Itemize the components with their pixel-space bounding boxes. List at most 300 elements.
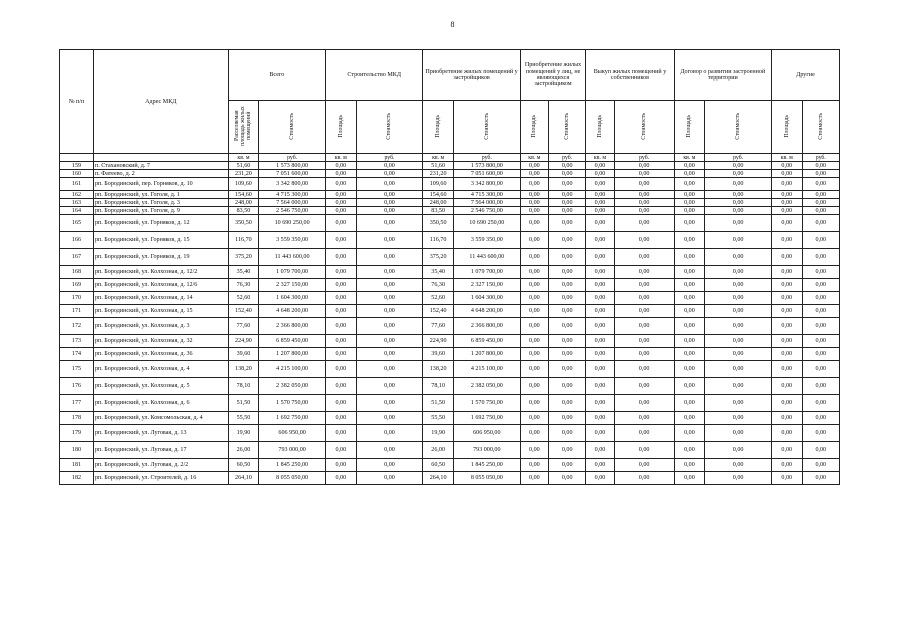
row-value: 0,00 <box>586 472 614 485</box>
row-value: 0,00 <box>356 459 423 472</box>
row-value: 0,00 <box>771 412 802 425</box>
row-address: п. Фатеево, д. 2 <box>93 170 228 178</box>
row-value: 0,00 <box>520 318 548 335</box>
page-number: 8 <box>450 20 455 29</box>
row-value: 0,00 <box>614 348 674 361</box>
row-value: 1 207 800,00 <box>259 348 326 361</box>
table-row <box>60 472 840 485</box>
row-value: 0,00 <box>520 335 548 348</box>
row-value: 0,00 <box>802 412 839 425</box>
row-value: 7 564 000,00 <box>453 199 520 207</box>
row-value: 0,00 <box>586 207 614 215</box>
row-value: 10 690 250,00 <box>259 215 326 232</box>
row-value: 793 000,00 <box>259 442 326 459</box>
row-value: 0,00 <box>549 459 586 472</box>
row-address: рп. Бородинский, ул. Луговая, д. 2/2 <box>93 459 228 472</box>
row-value: 0,00 <box>586 170 614 178</box>
row-value: 606 950,00 <box>259 425 326 442</box>
row-value: 0,00 <box>356 395 423 412</box>
row-value: 2 546 750,00 <box>453 207 520 215</box>
subheader-label: Площадь <box>435 114 442 138</box>
row-value: 0,00 <box>356 191 423 199</box>
row-value: 0,00 <box>674 199 705 207</box>
row-value: 0,00 <box>586 378 614 395</box>
row-value: 154,60 <box>423 191 454 199</box>
row-value: 1 079 700,00 <box>453 266 520 279</box>
row-value: 0,00 <box>549 207 586 215</box>
row-value: 0,00 <box>674 232 705 249</box>
row-value: 0,00 <box>356 266 423 279</box>
row-value: 1 845 250,00 <box>453 459 520 472</box>
row-value: 0,00 <box>802 266 839 279</box>
subheader-label: Стоимость <box>564 112 571 140</box>
header-group-territory: Договор о развитии застроенной территории <box>674 50 771 101</box>
subheader-2-area <box>326 101 357 154</box>
row-value: 0,00 <box>674 378 705 395</box>
subheader-6-area <box>674 101 705 154</box>
row-value: 0,00 <box>771 191 802 199</box>
row-value: 0,00 <box>520 442 548 459</box>
row-value: 0,00 <box>802 378 839 395</box>
row-value: 0,00 <box>356 425 423 442</box>
row-number: 173 <box>60 335 94 348</box>
row-value: 0,00 <box>549 292 586 305</box>
table-row <box>60 178 840 191</box>
row-number: 180 <box>60 442 94 459</box>
row-value: 0,00 <box>520 266 548 279</box>
row-value: 0,00 <box>586 215 614 232</box>
table-row <box>60 378 840 395</box>
row-number: 163 <box>60 199 94 207</box>
row-number: 171 <box>60 305 94 318</box>
row-value: 0,00 <box>326 232 357 249</box>
row-value: 0,00 <box>356 361 423 378</box>
row-value: 4 215 100,00 <box>453 361 520 378</box>
subheader-6-cost <box>705 101 772 154</box>
row-value: 0,00 <box>802 425 839 442</box>
row-value: 0,00 <box>771 232 802 249</box>
row-value: 2 366 800,00 <box>453 318 520 335</box>
row-value: 0,00 <box>674 318 705 335</box>
row-value: 0,00 <box>356 335 423 348</box>
unit-label: кв. м <box>326 154 357 162</box>
row-value: 0,00 <box>520 459 548 472</box>
row-value: 0,00 <box>771 305 802 318</box>
row-value: 0,00 <box>586 232 614 249</box>
row-value: 0,00 <box>586 442 614 459</box>
row-address: рп. Бородинский, ул. Гоголя, д. 1 <box>93 191 228 199</box>
row-address: рп. Бородинский, ул. Колхозная, д. 12/2 <box>93 266 228 279</box>
row-value: 0,00 <box>549 249 586 266</box>
row-value: 0,00 <box>520 199 548 207</box>
row-number: 174 <box>60 348 94 361</box>
row-value: 0,00 <box>549 361 586 378</box>
unit-label: кв. м <box>771 154 802 162</box>
row-value: 0,00 <box>705 279 772 292</box>
row-value: 0,00 <box>771 170 802 178</box>
row-value: 0,00 <box>771 395 802 412</box>
row-value: 138,20 <box>228 361 259 378</box>
row-value: 0,00 <box>705 318 772 335</box>
row-value: 51,50 <box>423 395 454 412</box>
row-value: 224,90 <box>423 335 454 348</box>
row-address: рп. Бородинский, ул. Комсомольская, д. 4 <box>93 412 228 425</box>
header-group-non-developers: Приобретение жилых помещений у лиц, не являющихся застройщиком <box>520 50 586 101</box>
row-value: 83,50 <box>423 207 454 215</box>
row-value: 109,60 <box>228 178 259 191</box>
row-value: 0,00 <box>520 178 548 191</box>
table-row <box>60 348 840 361</box>
row-value: 1 079 700,00 <box>259 266 326 279</box>
subheader-label: Площадь <box>596 114 603 138</box>
row-value: 0,00 <box>674 459 705 472</box>
row-value: 0,00 <box>586 266 614 279</box>
row-number: 182 <box>60 472 94 485</box>
row-value: 248,00 <box>423 199 454 207</box>
row-value: 0,00 <box>614 305 674 318</box>
row-value: 0,00 <box>549 199 586 207</box>
row-value: 0,00 <box>356 170 423 178</box>
row-address: рп. Бородинский, ул. Строителей, д. 16 <box>93 472 228 485</box>
row-number: 175 <box>60 361 94 378</box>
row-value: 0,00 <box>802 292 839 305</box>
row-value: 0,00 <box>549 425 586 442</box>
row-value: 19,90 <box>423 425 454 442</box>
row-value: 1 570 750,00 <box>453 395 520 412</box>
row-value: 83,50 <box>228 207 259 215</box>
row-value: 0,00 <box>674 348 705 361</box>
row-value: 0,00 <box>674 292 705 305</box>
row-value: 0,00 <box>614 232 674 249</box>
subheader-label: Стоимость <box>735 112 742 140</box>
row-value: 0,00 <box>771 318 802 335</box>
unit-label: руб. <box>259 154 326 162</box>
row-value: 0,00 <box>326 305 357 318</box>
row-value: 52,60 <box>423 292 454 305</box>
row-value: 6 859 450,00 <box>453 335 520 348</box>
row-value: 0,00 <box>326 395 357 412</box>
row-value: 0,00 <box>326 348 357 361</box>
row-value: 0,00 <box>326 266 357 279</box>
row-value: 0,00 <box>674 472 705 485</box>
unit-label: руб. <box>453 154 520 162</box>
row-value: 0,00 <box>520 191 548 199</box>
row-value: 0,00 <box>771 335 802 348</box>
row-value: 0,00 <box>520 232 548 249</box>
row-value: 0,00 <box>705 305 772 318</box>
row-value: 231,20 <box>228 170 259 178</box>
row-value: 138,20 <box>423 361 454 378</box>
row-value: 0,00 <box>771 162 802 170</box>
row-value: 0,00 <box>705 249 772 266</box>
row-number: 160 <box>60 170 94 178</box>
row-value: 0,00 <box>586 425 614 442</box>
row-number: 162 <box>60 191 94 199</box>
table-row <box>60 215 840 232</box>
row-value: 0,00 <box>674 178 705 191</box>
row-value: 7 051 600,00 <box>259 170 326 178</box>
row-value: 0,00 <box>549 191 586 199</box>
table-row <box>60 199 840 207</box>
row-value: 0,00 <box>614 199 674 207</box>
row-address: рп. Бородинский, ул. Луговая, д. 13 <box>93 425 228 442</box>
row-value: 0,00 <box>326 472 357 485</box>
row-value: 0,00 <box>549 305 586 318</box>
table-row <box>60 170 840 178</box>
row-value: 3 342 800,00 <box>453 178 520 191</box>
subheader-label: Расселяемая площадь жилых помещений <box>234 106 253 146</box>
row-value: 4 715 300,00 <box>453 191 520 199</box>
row-value: 0,00 <box>549 266 586 279</box>
row-value: 0,00 <box>549 378 586 395</box>
row-value: 1 573 800,00 <box>453 162 520 170</box>
row-value: 0,00 <box>326 170 357 178</box>
row-value: 52,60 <box>228 292 259 305</box>
row-value: 0,00 <box>705 232 772 249</box>
row-value: 0,00 <box>520 170 548 178</box>
row-value: 0,00 <box>586 249 614 266</box>
row-value: 4 715 300,00 <box>259 191 326 199</box>
row-value: 35,40 <box>423 266 454 279</box>
row-value: 0,00 <box>614 292 674 305</box>
row-value: 0,00 <box>520 305 548 318</box>
row-value: 0,00 <box>356 249 423 266</box>
row-value: 0,00 <box>705 199 772 207</box>
row-value: 0,00 <box>356 412 423 425</box>
row-value: 0,00 <box>586 279 614 292</box>
row-value: 0,00 <box>705 378 772 395</box>
row-number: 159 <box>60 162 94 170</box>
row-value: 0,00 <box>614 442 674 459</box>
row-value: 0,00 <box>520 348 548 361</box>
table-row <box>60 335 840 348</box>
row-value: 0,00 <box>356 215 423 232</box>
row-value: 19,90 <box>228 425 259 442</box>
row-value: 0,00 <box>356 318 423 335</box>
row-value: 0,00 <box>771 378 802 395</box>
row-value: 0,00 <box>549 472 586 485</box>
row-value: 152,40 <box>228 305 259 318</box>
row-value: 0,00 <box>771 472 802 485</box>
row-value: 0,00 <box>356 292 423 305</box>
row-address: рп. Бородинский, ул. Колхозная, д. 6 <box>93 395 228 412</box>
row-number: 169 <box>60 279 94 292</box>
row-value: 0,00 <box>356 348 423 361</box>
row-value: 0,00 <box>356 442 423 459</box>
row-number: 168 <box>60 266 94 279</box>
row-value: 26,00 <box>228 442 259 459</box>
row-value: 55,50 <box>228 412 259 425</box>
row-value: 0,00 <box>674 412 705 425</box>
row-value: 2 382 050,00 <box>259 378 326 395</box>
row-value: 1 692 750,00 <box>259 412 326 425</box>
subheader-label: Стоимость <box>483 112 490 140</box>
row-value: 0,00 <box>586 459 614 472</box>
table-row <box>60 425 840 442</box>
table-row <box>60 305 840 318</box>
row-value: 11 443 600,00 <box>453 249 520 266</box>
row-value: 2 382 050,00 <box>453 378 520 395</box>
row-value: 0,00 <box>614 170 674 178</box>
row-value: 0,00 <box>326 178 357 191</box>
row-value: 0,00 <box>586 178 614 191</box>
row-number: 177 <box>60 395 94 412</box>
row-value: 0,00 <box>802 472 839 485</box>
row-value: 78,10 <box>423 378 454 395</box>
row-address: рп. Бородинский, пер. Горняков, д. 10 <box>93 178 228 191</box>
subheader-label: Площадь <box>531 114 538 138</box>
unit-label: руб. <box>705 154 772 162</box>
row-number: 176 <box>60 378 94 395</box>
row-value: 0,00 <box>549 232 586 249</box>
subheader-2-cost <box>356 101 423 154</box>
header-group-total: Всего <box>228 50 325 101</box>
row-value: 51,50 <box>228 395 259 412</box>
row-value: 0,00 <box>674 335 705 348</box>
row-value: 0,00 <box>549 279 586 292</box>
row-value: 0,00 <box>674 279 705 292</box>
row-value: 0,00 <box>520 249 548 266</box>
row-value: 77,60 <box>423 318 454 335</box>
row-value: 0,00 <box>802 178 839 191</box>
subheader-4-area <box>520 101 548 154</box>
row-value: 0,00 <box>356 207 423 215</box>
unit-label: руб. <box>614 154 674 162</box>
row-value: 1 604 300,00 <box>453 292 520 305</box>
subheader-5-cost <box>614 101 674 154</box>
row-value: 8 055 050,00 <box>259 472 326 485</box>
row-value: 0,00 <box>326 335 357 348</box>
row-value: 0,00 <box>771 442 802 459</box>
row-value: 0,00 <box>674 361 705 378</box>
table-row <box>60 207 840 215</box>
unit-label: руб. <box>356 154 423 162</box>
row-value: 7 564 000,00 <box>259 199 326 207</box>
resettlement-table <box>59 49 840 485</box>
row-number: 172 <box>60 318 94 335</box>
row-value: 60,50 <box>423 459 454 472</box>
row-value: 0,00 <box>549 442 586 459</box>
subheader-3-cost <box>453 101 520 154</box>
unit-label: кв. м <box>423 154 454 162</box>
row-value: 55,50 <box>423 412 454 425</box>
row-value: 0,00 <box>326 361 357 378</box>
row-value: 4 648 200,00 <box>453 305 520 318</box>
row-value: 0,00 <box>520 472 548 485</box>
row-value: 0,00 <box>614 425 674 442</box>
row-value: 0,00 <box>802 215 839 232</box>
row-value: 264,10 <box>423 472 454 485</box>
row-value: 0,00 <box>586 199 614 207</box>
row-value: 0,00 <box>614 472 674 485</box>
row-value: 2 327 150,00 <box>453 279 520 292</box>
row-value: 0,00 <box>549 412 586 425</box>
row-value: 0,00 <box>802 459 839 472</box>
subheader-3-area <box>423 101 454 154</box>
row-value: 0,00 <box>705 361 772 378</box>
row-address: рп. Бородинский, ул. Колхозная, д. 36 <box>93 348 228 361</box>
row-value: 0,00 <box>614 318 674 335</box>
row-value: 0,00 <box>771 249 802 266</box>
row-value: 0,00 <box>520 425 548 442</box>
row-value: 4 215 100,00 <box>259 361 326 378</box>
row-value: 60,50 <box>228 459 259 472</box>
row-value: 0,00 <box>771 459 802 472</box>
row-value: 350,50 <box>423 215 454 232</box>
row-value: 350,50 <box>228 215 259 232</box>
row-value: 0,00 <box>705 178 772 191</box>
row-value: 0,00 <box>705 266 772 279</box>
table-row <box>60 442 840 459</box>
subheader-1-cost <box>259 101 326 154</box>
row-value: 793 000,00 <box>453 442 520 459</box>
row-value: 1 207 800,00 <box>453 348 520 361</box>
row-value: 0,00 <box>326 442 357 459</box>
row-value: 1 570 750,00 <box>259 395 326 412</box>
row-address: рп. Бородинский, ул. Горняков, д. 12 <box>93 215 228 232</box>
row-value: 0,00 <box>802 170 839 178</box>
row-value: 0,00 <box>705 459 772 472</box>
row-value: 2 366 800,00 <box>259 318 326 335</box>
row-address: рп. Бородинский, ул. Горняков, д. 15 <box>93 232 228 249</box>
row-number: 161 <box>60 178 94 191</box>
subheader-label: Площадь <box>783 114 790 138</box>
row-value: 264,10 <box>228 472 259 485</box>
row-number: 165 <box>60 215 94 232</box>
row-value: 248,00 <box>228 199 259 207</box>
unit-label: кв. м <box>586 154 614 162</box>
subheader-5-area <box>586 101 614 154</box>
row-value: 39,60 <box>423 348 454 361</box>
row-value: 0,00 <box>549 178 586 191</box>
row-value: 0,00 <box>586 191 614 199</box>
row-value: 0,00 <box>614 335 674 348</box>
row-value: 0,00 <box>356 279 423 292</box>
header-group-other: Другие <box>771 50 839 101</box>
row-value: 0,00 <box>326 207 357 215</box>
row-value: 0,00 <box>771 207 802 215</box>
row-value: 35,40 <box>228 266 259 279</box>
row-value: 0,00 <box>549 170 586 178</box>
row-value: 0,00 <box>356 232 423 249</box>
row-value: 154,60 <box>228 191 259 199</box>
row-value: 0,00 <box>705 425 772 442</box>
row-value: 0,00 <box>614 178 674 191</box>
row-value: 0,00 <box>520 162 548 170</box>
row-value: 0,00 <box>705 292 772 305</box>
row-value: 0,00 <box>326 292 357 305</box>
row-value: 0,00 <box>326 425 357 442</box>
row-value: 0,00 <box>771 292 802 305</box>
row-value: 1 573 800,00 <box>259 162 326 170</box>
row-value: 4 648 200,00 <box>259 305 326 318</box>
row-address: рп. Бородинский, ул. Колхозная, д. 5 <box>93 378 228 395</box>
row-value: 0,00 <box>586 305 614 318</box>
row-value: 78,10 <box>228 378 259 395</box>
row-value: 0,00 <box>520 279 548 292</box>
row-value: 0,00 <box>326 459 357 472</box>
row-value: 0,00 <box>520 292 548 305</box>
row-value: 0,00 <box>614 266 674 279</box>
header-address: Адрес МКД <box>93 50 228 154</box>
row-value: 606 950,00 <box>453 425 520 442</box>
row-value: 51,60 <box>423 162 454 170</box>
row-value: 0,00 <box>326 199 357 207</box>
row-value: 0,00 <box>326 412 357 425</box>
table-row <box>60 459 840 472</box>
row-value: 1 845 250,00 <box>259 459 326 472</box>
table-row <box>60 292 840 305</box>
